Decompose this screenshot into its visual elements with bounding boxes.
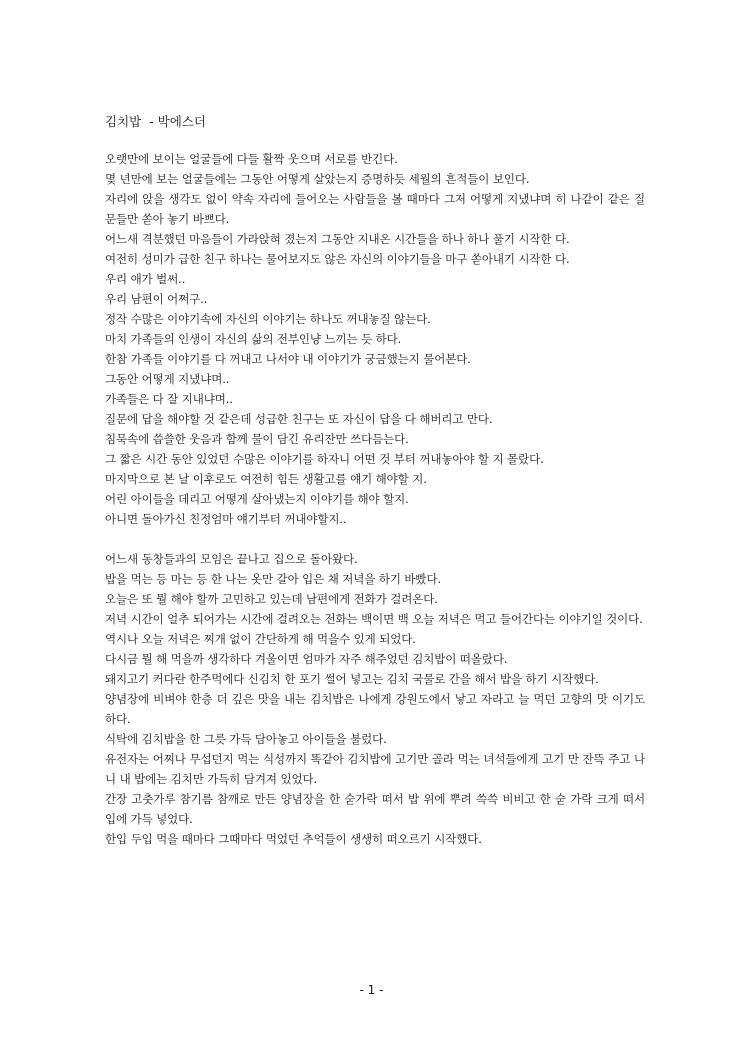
paragraph: 어린 아이들을 데리고 어떻게 살아냈는지 이야기를 해야 할지. — [105, 492, 409, 506]
paragraph: 저녁 시간이 얼추 되어가는 시간에 걸려오는 전화는 백이면 백 오늘 저녁은 먹고 들어간다는 이야기일 것이다. — [105, 612, 643, 626]
paragraph: 자리에 앉을 생각도 없이 약속 자리에 들어오는 사람들을 볼 때마다 그저 어떻게 지냈냐며 히 나같이 같은 질문들만 쏟아 놓기 바쁘다. — [105, 192, 645, 226]
document-title: 김치밥 - 박에스더 — [105, 114, 206, 129]
paragraph: 여전히 성미가 급한 친구 하나는 물어보지도 않은 자신의 이야기들을 마구 쏟아내기 시작한 다. — [105, 252, 570, 266]
paragraph: 그동안 어떻게 지냈냐며.. — [105, 372, 230, 386]
paragraph: 양념장에 비벼야 한층 더 깊은 맛을 내는 김치밥은 나에게 강원도에서 낳고 자라고 늘 먹던 고향의 맛 이기도 하다. — [105, 692, 645, 726]
paragraph: 몇 년만에 보는 얼굴들에는 그동안 어떻게 살았는지 증명하듯 세월의 흔적들이 보인다. — [105, 172, 530, 186]
paragraph: 오랫만에 보이는 얼굴들에 다들 활짝 웃으며 서로를 반긴다. — [105, 152, 398, 166]
paragraph: 역시나 오늘 저녁은 찌개 없이 간단하게 해 먹을수 있게 되었다. — [105, 632, 416, 646]
paragraph: 어느새 동창들과의 모임은 끝나고 집으로 돌아왔다. — [105, 552, 358, 566]
paragraph: 돼지고기 커다란 한주먹에다 신김치 한 포기 썰어 넣고는 김치 국물로 간을 해서 밥을 하기 시작했다. — [105, 672, 599, 686]
paragraph: 어느새 격분했던 마음들이 가라앉혀 졌는지 그동안 지내온 시간들을 하나 하나 풀기 시작한 다. — [105, 232, 570, 246]
paragraph: 오늘은 또 뭘 해야 할까 고민하고 있는데 남편에게 전화가 걸려온다. — [105, 592, 438, 606]
page-number: - 1 - — [359, 983, 384, 997]
section-one — [105, 149, 645, 529]
paragraph: 아니면 돌아가신 친정엄마 얘기부터 꺼내야할지.. — [105, 512, 347, 526]
paragraph: 한입 두입 먹을 때마다 그때마다 먹었던 추억들이 생생히 떠오르기 시작했다. — [105, 832, 482, 846]
paragraph: 밥을 먹는 등 마는 등 한 나는 옷만 갈아 입은 채 저녁을 하기 바빴다. — [105, 572, 442, 586]
paragraph: 침묵속에 씁쓸한 웃음과 함께 물이 담긴 유리잔만 쓰다듬는다. — [105, 432, 409, 446]
paragraph: 마지막으로 본 날 이후로도 여전히 힘든 생활고를 얘기 해야할 지. — [105, 472, 427, 486]
paragraph: 정작 수많은 이야기속에 자신의 이야기는 하나도 꺼내놓질 않는다. — [105, 312, 431, 326]
section-two — [105, 549, 645, 849]
paragraph: 우리 남편이 어쩌구.. — [105, 292, 208, 306]
paragraph: 식탁에 김치밥을 한 그릇 가득 담아놓고 아이들을 불렀다. — [105, 732, 387, 746]
paragraph: 가족들은 다 잘 지내냐며.. — [105, 392, 233, 406]
paragraph: 한참 가족들 이야기를 다 꺼내고 나서야 내 이야기가 궁금했는지 물어본다. — [105, 352, 471, 366]
paragraph: 마치 가족들의 인생이 자신의 삶의 전부인냥 느끼는 듯 하다. — [105, 332, 402, 346]
paragraph: 그 짧은 시간 동안 있었던 수많은 이야기를 하자니 어떤 것 부터 꺼내놓아야 할 지 몰랐다. — [105, 452, 544, 466]
paragraph: 유전자는 어찌나 무섭던지 먹는 식성까지 똑같아 김치밥에 고기만 골라 먹는 녀석들에게 고기 만 잔뜩 주고 나니 내 밥에는 김치만 가득히 담겨져 있었다. — [105, 752, 645, 786]
document-page — [105, 112, 645, 849]
section-break — [105, 529, 645, 549]
paragraph: 간장 고춧가루 참기름 참깨로 만든 양념장을 한 숟가락 떠서 밥 위에 뿌려 쓱쓱 비비고 한 숟 가락 크게 떠서 입에 가득 넣었다. — [105, 792, 645, 826]
paragraph: 다시금 뭘 해 먹을까 생각하다 겨울이면 엄마가 자주 해주었던 김치밥이 떠올랐다. — [105, 652, 508, 666]
paragraph: 우리 애가 벌써.. — [105, 272, 186, 286]
paragraph: 질문에 답을 해야할 것 같은데 성급한 친구는 또 자신이 답을 다 해버리고 만다. — [105, 412, 493, 426]
